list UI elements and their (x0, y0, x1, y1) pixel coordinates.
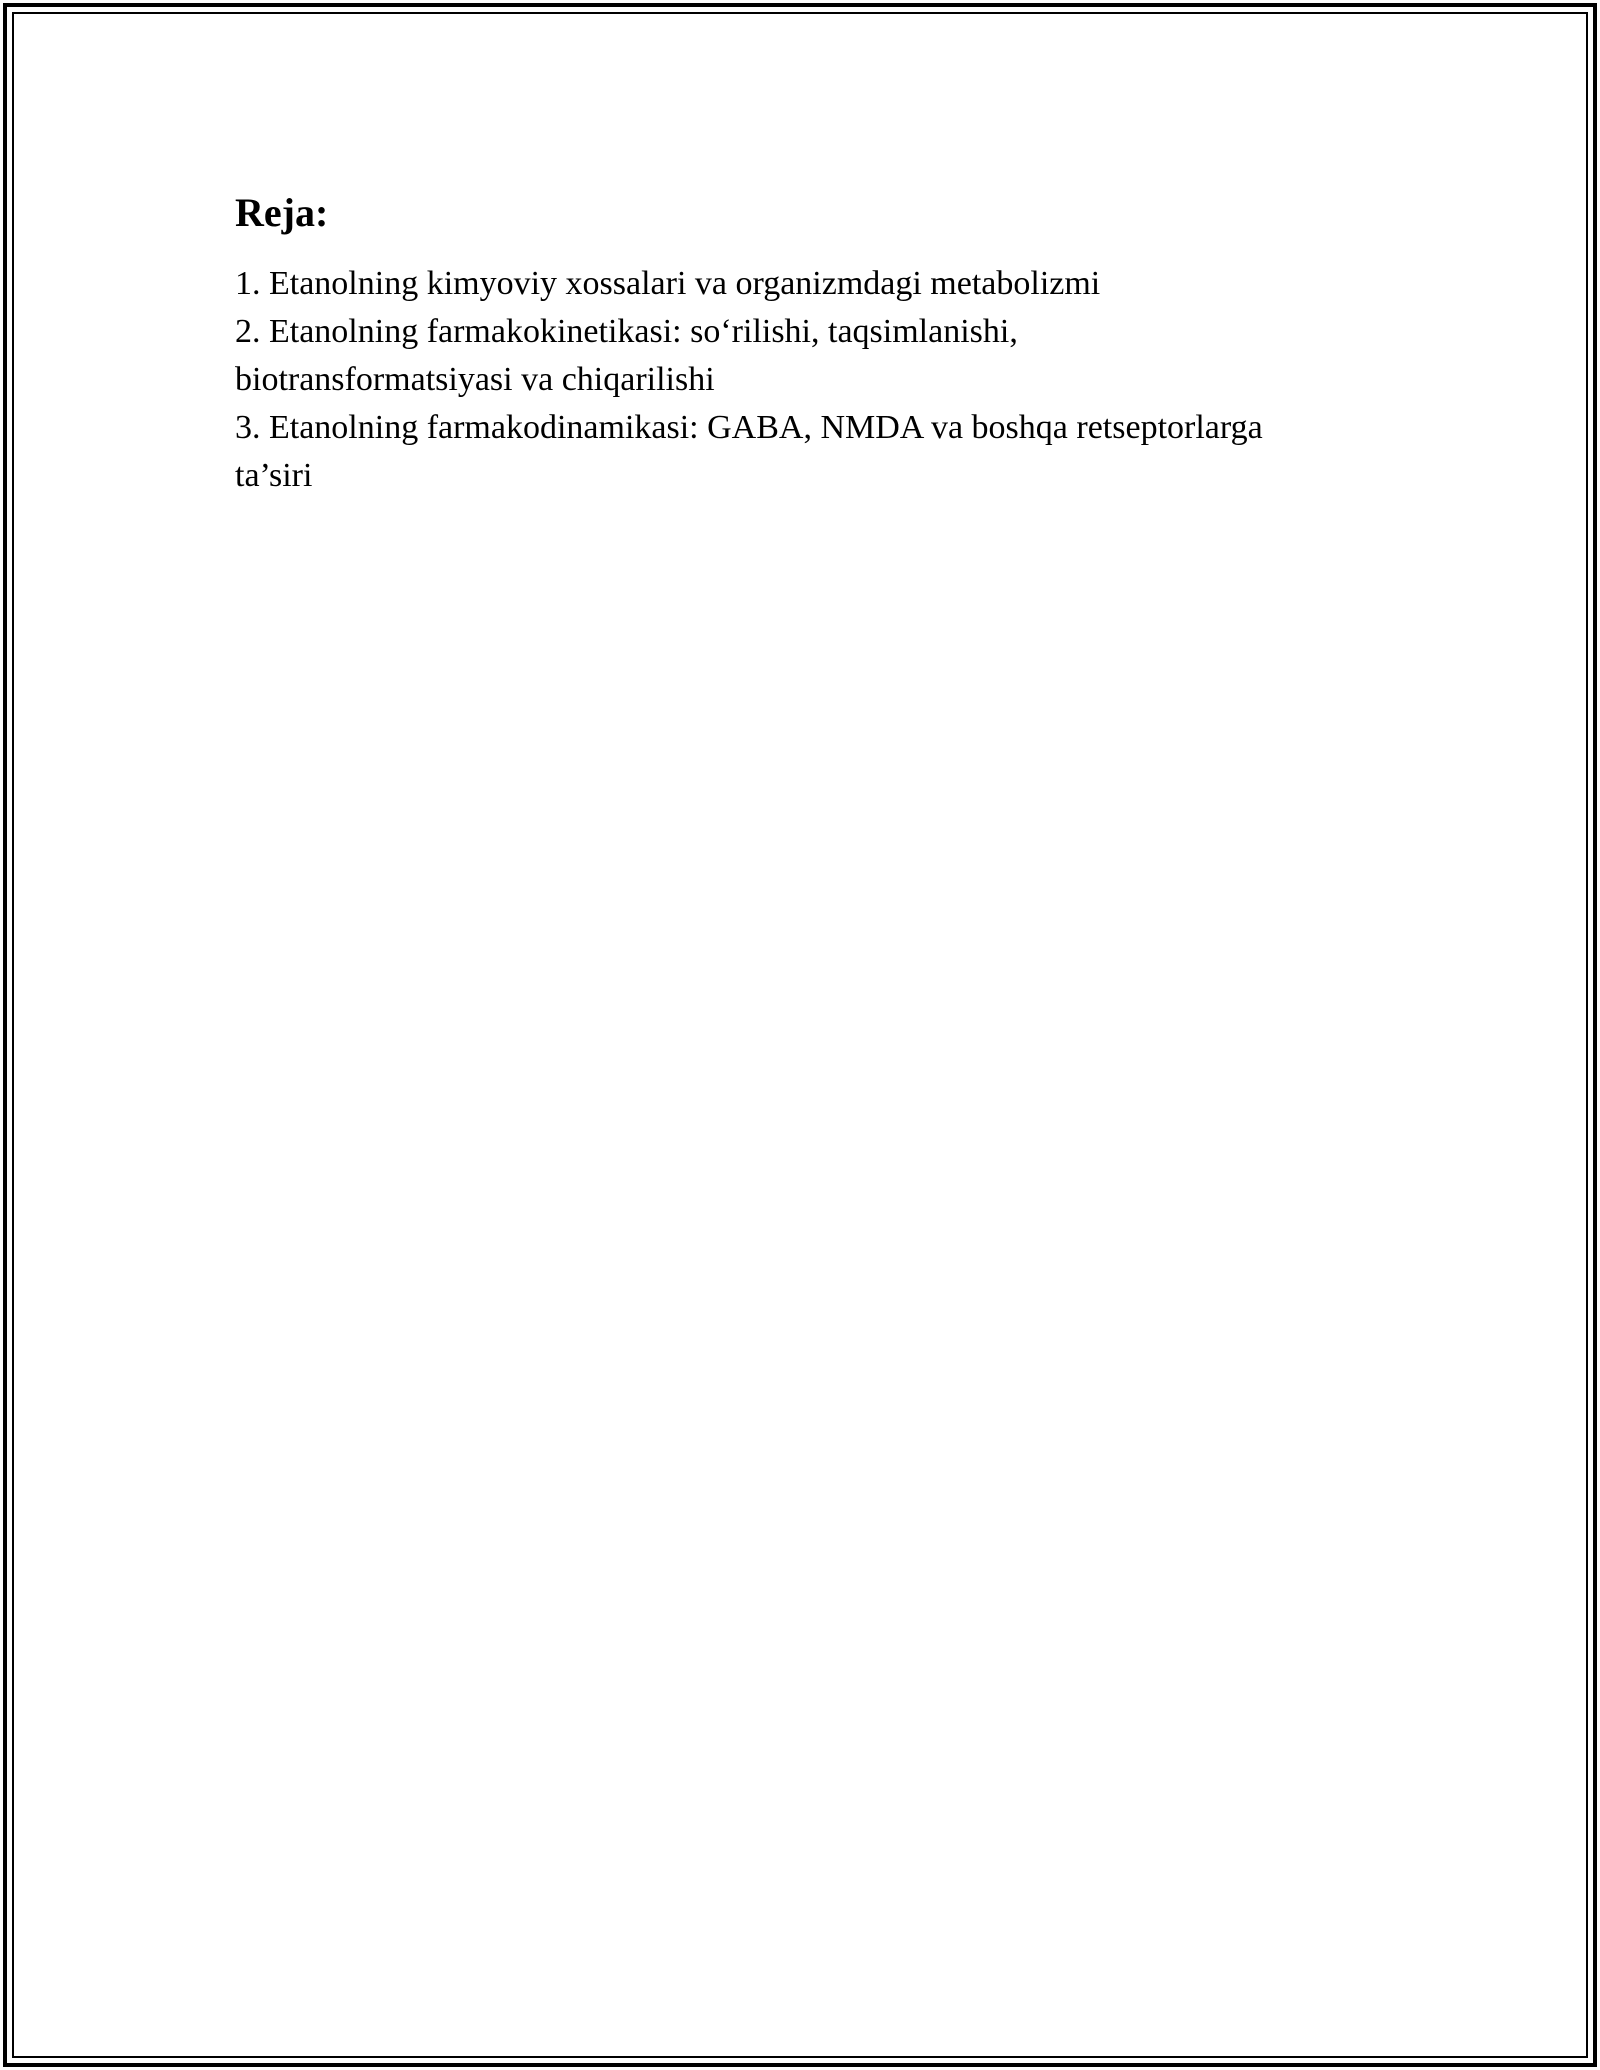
plan-item-1: 1. Etanolning kimyoviy xossalari va organizmdagi metabolizmi (235, 265, 1101, 302)
plan-item-2-continued: biotransformatsiyasi va chiqarilishi (235, 361, 715, 398)
plan-item-3: 3. Etanolning farmakodinamikasi: GABA, NMDA va boshqa retseptorlarga (235, 409, 1263, 446)
plan-item-2: 2. Etanolning farmakokinetikasi: so‘rilishi, taqsimlanishi, (235, 313, 1018, 350)
page-title: Reja: (235, 190, 329, 235)
document-body (235, 188, 1375, 500)
plan-list (235, 260, 1375, 500)
plan-item-3-continued: ta’siri (235, 457, 313, 494)
